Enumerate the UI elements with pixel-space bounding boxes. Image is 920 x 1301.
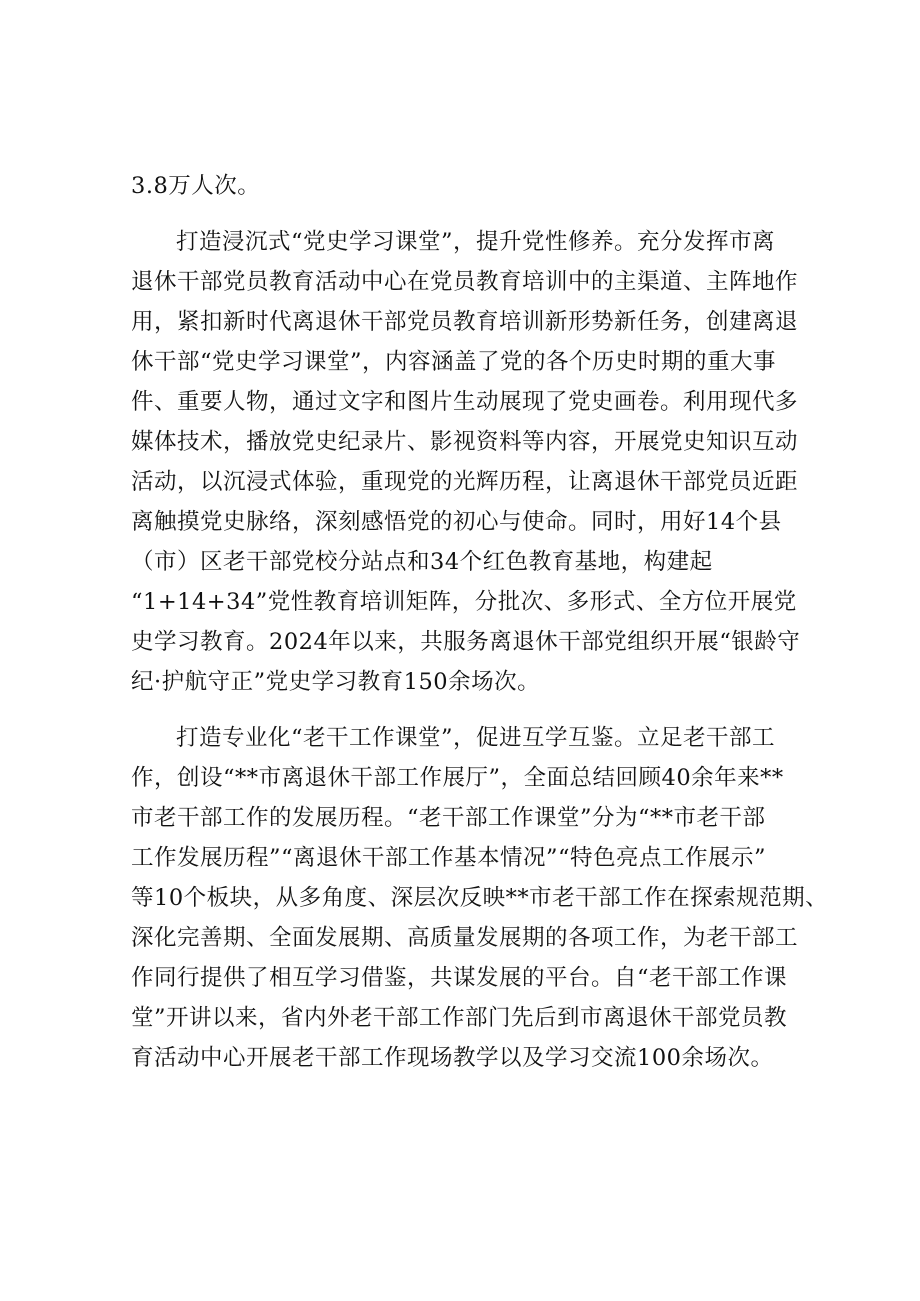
paragraph-1-line-7: 活动，以沉浸式体验，重现党的光辉历程，让离退休干部党员近距 bbox=[131, 469, 799, 495]
paragraph-2-line-4: 工作发展历程”“离退休干部工作基本情况”“特色亮点工作展示” bbox=[131, 845, 767, 871]
paragraph-1-line-8: 离触摸党史脉络，深刻感悟党的初心与使命。同时，用好14个县 bbox=[131, 509, 782, 535]
paragraph-1-line-2: 退休干部党员教育活动中心在党员教育培训中的主渠道、主阵地作 bbox=[131, 269, 799, 295]
paragraph-2-line-3: 市老干部工作的发展历程。“老干部工作课堂”分为“**市老干部 bbox=[131, 805, 766, 831]
paragraph-1-line-10: “1+14+34”党性教育培训矩阵，分批次、多形式、全方位开展党 bbox=[131, 589, 797, 615]
paragraph-1-line-6: 媒体技术，播放党史纪录片、影视资料等内容，开展党史知识互动 bbox=[131, 429, 799, 455]
paragraph-1-line-5: 件、重要人物，通过文字和图片生动展现了党史画卷。利用现代多 bbox=[131, 389, 799, 415]
paragraph-1-line-9: （市）区老干部党校分站点和34个红色教育基地，构建起 bbox=[131, 549, 713, 575]
paragraph-2-line-7: 作同行提供了相互学习借鉴，共谋发展的平台。自“老干部工作课 bbox=[131, 965, 788, 991]
paragraph-1-line-1: 打造浸沉式“党史学习课堂”，提升党性修养。充分发挥市离 bbox=[176, 229, 776, 255]
paragraph-2-line-8: 堂”开讲以来，省内外老干部工作部门先后到市离退休干部党员教 bbox=[131, 1005, 788, 1031]
paragraph-2-line-1: 打造专业化“老干工作课堂”，促进互学互鉴。立足老干部工 bbox=[176, 725, 776, 751]
paragraph-1-line-4: 休干部“党史学习课堂”，内容涵盖了党的各个历史时期的重大事 bbox=[131, 349, 777, 375]
text-line-1: 3.8万人次。 bbox=[131, 173, 261, 199]
paragraph-2-line-2: 作，创设“**市离退休干部工作展厅”，全面总结回顾40余年来** bbox=[131, 765, 784, 791]
paragraph-2-line-5: 等10个板块，从多角度、深层次反映**市老干部工作在探索规范期、 bbox=[131, 885, 829, 911]
paragraph-1-line-11: 史学习教育。2024年以来，共服务离退休干部党组织开展“银龄守 bbox=[131, 629, 801, 655]
paragraph-1-line-12: 纪·护航守正”党史学习教育150余场次。 bbox=[131, 669, 541, 695]
paragraph-2-line-6: 深化完善期、全面发展期、高质量发展期的各项工作，为老干部工 bbox=[131, 925, 799, 951]
paragraph-1-line-3: 用，紧扣新时代离退休干部党员教育培训新形势新任务，创建离退 bbox=[131, 309, 799, 335]
paragraph-2-line-9: 育活动中心开展老干部工作现场教学以及学习交流100余场次。 bbox=[131, 1045, 774, 1071]
